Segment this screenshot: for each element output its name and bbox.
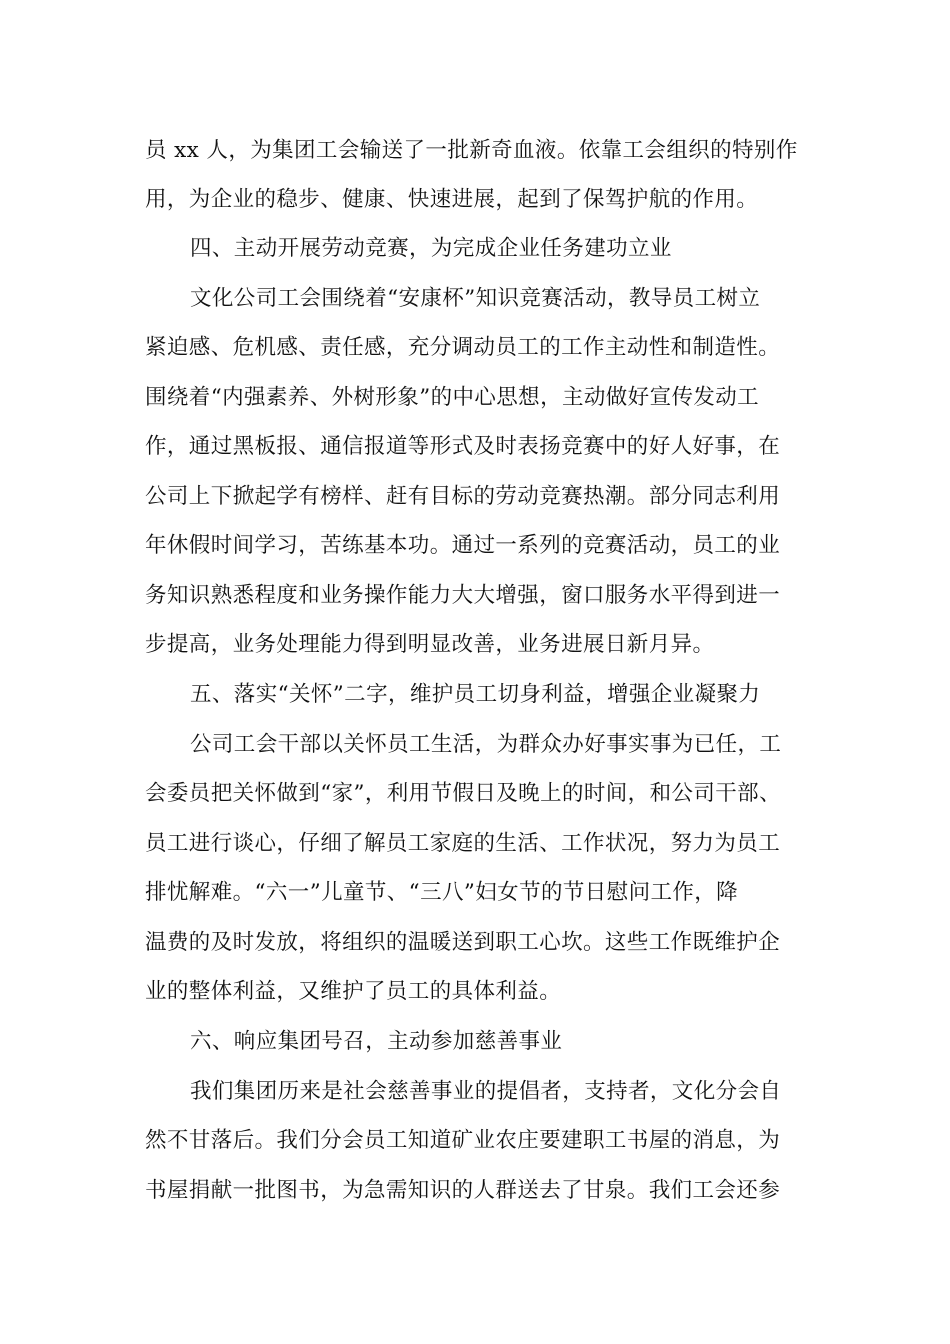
section-heading-6: 六、响应集团号召，主动参加慈善事业 — [190, 1029, 563, 1054]
body-text-line: 务知识熟悉程度和业务操作能力大大增强，窗口服务水平得到进一 — [145, 583, 781, 608]
body-text-line: 书屋捐献一批图书，为急需知识的人群送去了甘泉。我们工会还参 — [145, 1178, 781, 1203]
body-text-line: 然不甘落后。我们分会员工知道矿业农庄要建职工书屋的消息，为 — [145, 1128, 781, 1153]
body-text-line: 排忧解难。“六一”儿童节、“三八”妇女节的节日慰问工作，降 — [145, 880, 739, 905]
body-text-line: 步提高，业务处理能力得到明显改善，业务进展日新月异。 — [145, 632, 715, 657]
body-text-line: 用，为企业的稳步、健康、快速进展，起到了保驾护航的作用。 — [145, 187, 759, 212]
body-text-line: 公司上下掀起学有榜样、赶有目标的劳动竞赛热潮。部分同志利用 — [145, 484, 781, 509]
paragraph-start-line: 我们集团历来是社会慈善事业的提倡者，支持者，文化分会自 — [190, 1079, 782, 1104]
section-heading-5: 五、落实“关怀”二字，维护员工切身利益，增强企业凝聚力 — [190, 682, 761, 707]
body-text-line: 员工进行谈心，仔细了解员工家庭的生活、工作状况，努力为员工 — [145, 831, 781, 856]
section-heading-4: 四、主动开展劳动竞赛，为完成企业任务建功立业 — [190, 236, 672, 261]
body-text-line: 温费的及时发放，将组织的温暖送到职工心坎。这些工作既维护企 — [145, 930, 781, 955]
paragraph-start-line: 文化公司工会围绕着“安康杯”知识竞赛活动，教导员工树立 — [190, 286, 761, 311]
body-text-line: 围绕着“内强素养、外树形象”的中心思想，主动做好宣传发动工 — [145, 385, 760, 410]
body-text-line: 会委员把关怀做到“家”，利用节假日及晚上的时间，和公司干部、 — [145, 781, 781, 806]
body-text-line: 业的整体利益，又维护了员工的具体利益。 — [145, 979, 562, 1004]
body-text-line: 紧迫感、危机感、责任感，充分调动员工的工作主动性和制造性。 — [145, 335, 781, 360]
body-text-line: 作，通过黑板报、通信报道等形式及时表扬竞赛中的好人好事，在 — [145, 434, 781, 459]
paragraph-start-line: 公司工会干部以关怀员工生活，为群众办好事实事为已任，工 — [190, 732, 782, 757]
body-text-line: 年休假时间学习，苦练基本功。通过一系列的竞赛活动，员工的业 — [145, 533, 781, 558]
body-text-line: 员 xx 人，为集团工会输送了一批新奇血液。依靠工会组织的特别作 — [145, 138, 798, 163]
